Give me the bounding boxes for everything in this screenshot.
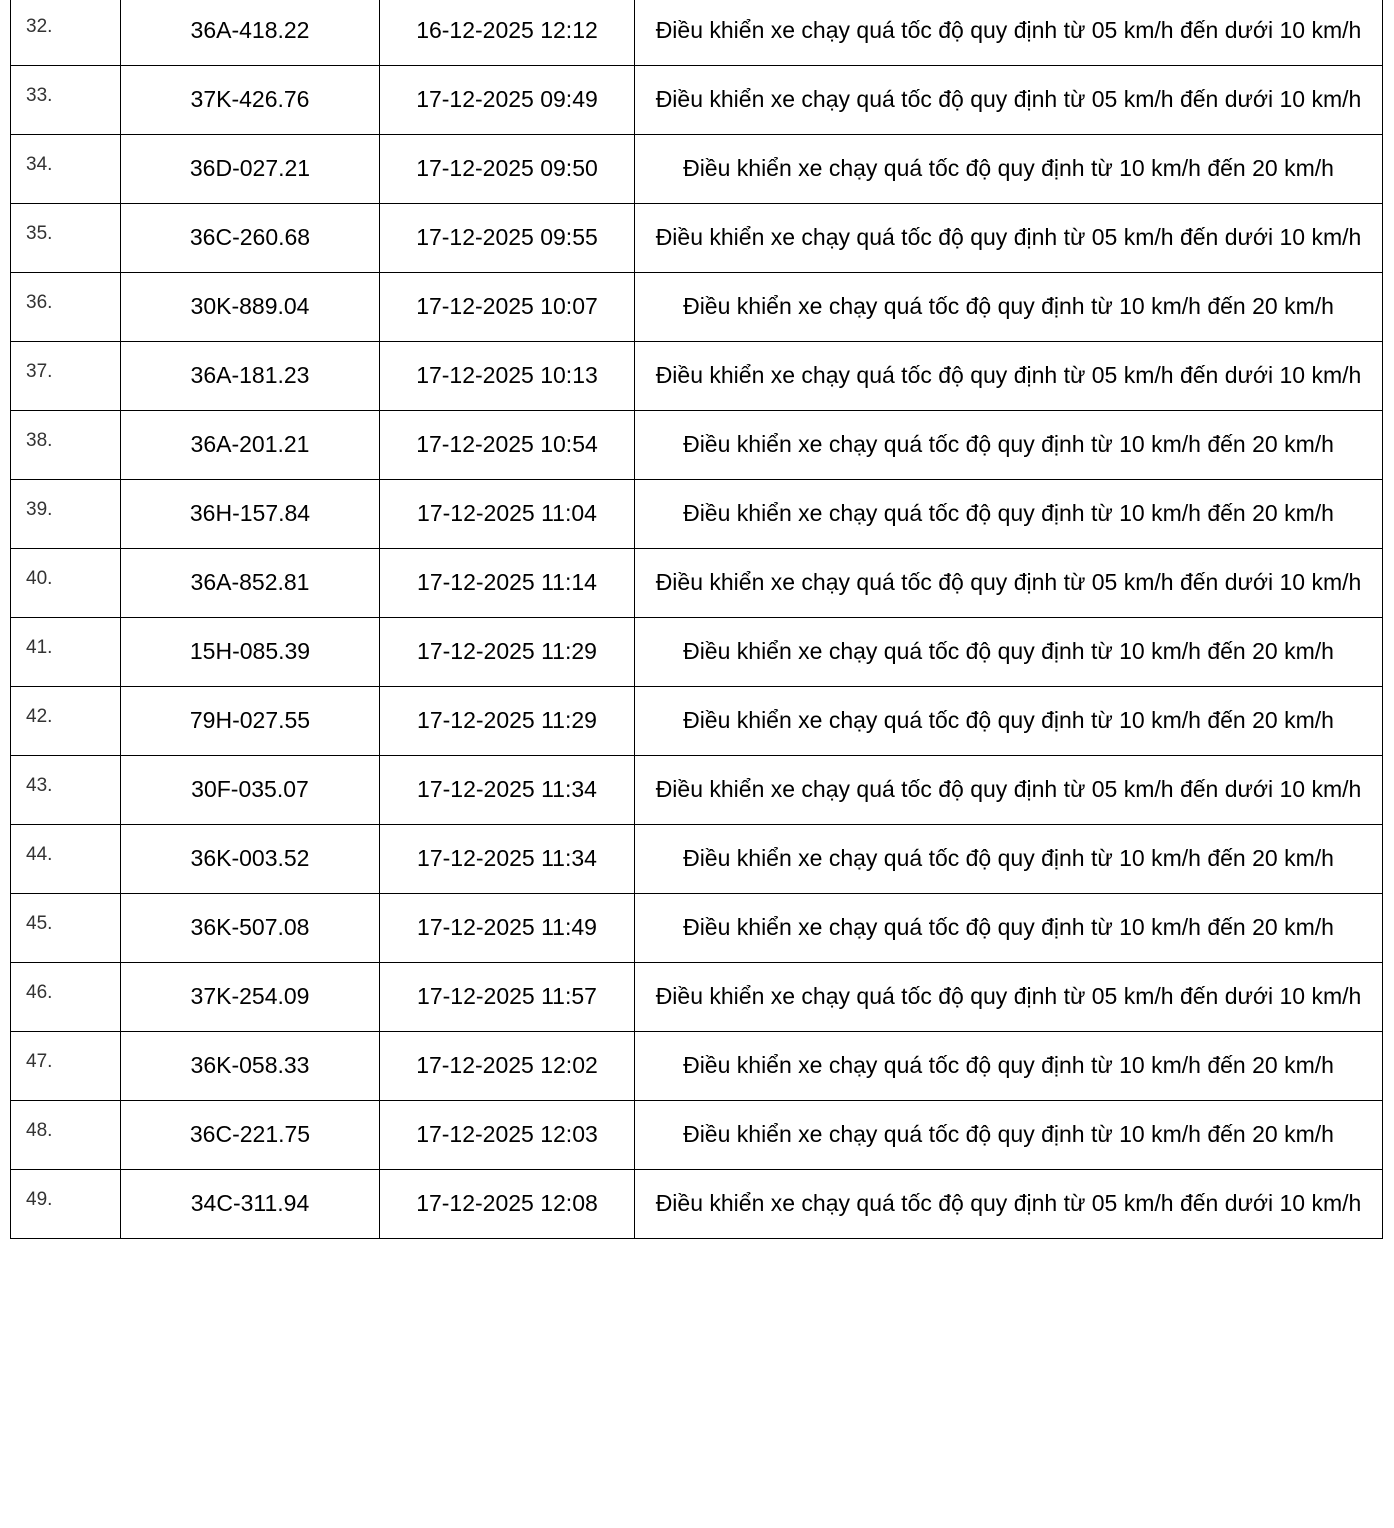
violation-description: Điều khiển xe chạy quá tốc độ quy định từ 10 km/h đến 20 km/h	[635, 894, 1383, 963]
table-row	[11, 1032, 1383, 1101]
license-plate: 37K-426.76	[121, 66, 380, 135]
row-number: 49.	[11, 1170, 121, 1239]
license-plate: 15H-085.39	[121, 618, 380, 687]
row-number: 37.	[11, 342, 121, 411]
violation-description: Điều khiển xe chạy quá tốc độ quy định từ 05 km/h đến dưới 10 km/h	[635, 342, 1383, 411]
table-row	[11, 549, 1383, 618]
violation-description: Điều khiển xe chạy quá tốc độ quy định từ 05 km/h đến dưới 10 km/h	[635, 1170, 1383, 1239]
violations-table-body	[11, 0, 1383, 1239]
license-plate: 36K-003.52	[121, 825, 380, 894]
violation-description: Điều khiển xe chạy quá tốc độ quy định từ 05 km/h đến dưới 10 km/h	[635, 66, 1383, 135]
table-row	[11, 273, 1383, 342]
row-number: 45.	[11, 894, 121, 963]
violation-time: 17-12-2025 09:50	[380, 135, 635, 204]
row-number: 44.	[11, 825, 121, 894]
violation-time: 17-12-2025 11:04	[380, 480, 635, 549]
license-plate: 36A-201.21	[121, 411, 380, 480]
table-row	[11, 756, 1383, 825]
license-plate: 30K-889.04	[121, 273, 380, 342]
row-number: 38.	[11, 411, 121, 480]
row-number: 40.	[11, 549, 121, 618]
violation-description: Điều khiển xe chạy quá tốc độ quy định từ 10 km/h đến 20 km/h	[635, 687, 1383, 756]
row-number: 47.	[11, 1032, 121, 1101]
violation-description: Điều khiển xe chạy quá tốc độ quy định từ 10 km/h đến 20 km/h	[635, 1032, 1383, 1101]
violation-description: Điều khiển xe chạy quá tốc độ quy định từ 05 km/h đến dưới 10 km/h	[635, 0, 1383, 66]
row-number: 43.	[11, 756, 121, 825]
violation-description: Điều khiển xe chạy quá tốc độ quy định từ 10 km/h đến 20 km/h	[635, 1101, 1383, 1170]
violation-time: 17-12-2025 10:54	[380, 411, 635, 480]
violation-time: 17-12-2025 10:13	[380, 342, 635, 411]
license-plate: 36A-418.22	[121, 0, 380, 66]
table-row	[11, 1101, 1383, 1170]
row-number: 33.	[11, 66, 121, 135]
violation-time: 17-12-2025 11:49	[380, 894, 635, 963]
violation-time: 17-12-2025 12:08	[380, 1170, 635, 1239]
violation-time: 17-12-2025 12:03	[380, 1101, 635, 1170]
license-plate: 34C-311.94	[121, 1170, 380, 1239]
license-plate: 36C-260.68	[121, 204, 380, 273]
license-plate: 36D-027.21	[121, 135, 380, 204]
violation-time: 16-12-2025 12:12	[380, 0, 635, 66]
row-number: 32.	[11, 0, 121, 66]
row-number: 36.	[11, 273, 121, 342]
violation-description: Điều khiển xe chạy quá tốc độ quy định từ 05 km/h đến dưới 10 km/h	[635, 549, 1383, 618]
violation-description: Điều khiển xe chạy quá tốc độ quy định từ 10 km/h đến 20 km/h	[635, 411, 1383, 480]
table-row	[11, 618, 1383, 687]
row-number: 34.	[11, 135, 121, 204]
row-number: 48.	[11, 1101, 121, 1170]
violation-description: Điều khiển xe chạy quá tốc độ quy định từ 05 km/h đến dưới 10 km/h	[635, 756, 1383, 825]
violation-description: Điều khiển xe chạy quá tốc độ quy định từ 05 km/h đến dưới 10 km/h	[635, 963, 1383, 1032]
table-row	[11, 480, 1383, 549]
license-plate: 36K-058.33	[121, 1032, 380, 1101]
violation-time: 17-12-2025 11:29	[380, 618, 635, 687]
violation-time: 17-12-2025 11:34	[380, 756, 635, 825]
violation-description: Điều khiển xe chạy quá tốc độ quy định từ 10 km/h đến 20 km/h	[635, 825, 1383, 894]
violation-time: 17-12-2025 11:57	[380, 963, 635, 1032]
row-number: 41.	[11, 618, 121, 687]
row-number: 42.	[11, 687, 121, 756]
violation-time: 17-12-2025 10:07	[380, 273, 635, 342]
violation-time: 17-12-2025 09:49	[380, 66, 635, 135]
table-row	[11, 411, 1383, 480]
table-row	[11, 135, 1383, 204]
license-plate: 79H-027.55	[121, 687, 380, 756]
violation-description: Điều khiển xe chạy quá tốc độ quy định từ 10 km/h đến 20 km/h	[635, 480, 1383, 549]
violation-time: 17-12-2025 11:29	[380, 687, 635, 756]
license-plate: 36C-221.75	[121, 1101, 380, 1170]
table-row	[11, 204, 1383, 273]
table-row	[11, 687, 1383, 756]
license-plate: 36H-157.84	[121, 480, 380, 549]
violation-time: 17-12-2025 11:14	[380, 549, 635, 618]
table-row	[11, 342, 1383, 411]
license-plate: 37K-254.09	[121, 963, 380, 1032]
violation-time: 17-12-2025 12:02	[380, 1032, 635, 1101]
violation-time: 17-12-2025 09:55	[380, 204, 635, 273]
row-number: 35.	[11, 204, 121, 273]
violation-description: Điều khiển xe chạy quá tốc độ quy định từ 10 km/h đến 20 km/h	[635, 273, 1383, 342]
violation-description: Điều khiển xe chạy quá tốc độ quy định từ 10 km/h đến 20 km/h	[635, 618, 1383, 687]
license-plate: 36K-507.08	[121, 894, 380, 963]
violation-time: 17-12-2025 11:34	[380, 825, 635, 894]
violation-description: Điều khiển xe chạy quá tốc độ quy định từ 05 km/h đến dưới 10 km/h	[635, 204, 1383, 273]
table-row	[11, 0, 1383, 66]
table-row	[11, 894, 1383, 963]
license-plate: 36A-852.81	[121, 549, 380, 618]
license-plate: 30F-035.07	[121, 756, 380, 825]
table-row	[11, 825, 1383, 894]
violations-table	[10, 0, 1383, 1239]
license-plate: 36A-181.23	[121, 342, 380, 411]
table-row	[11, 963, 1383, 1032]
row-number: 39.	[11, 480, 121, 549]
violation-description: Điều khiển xe chạy quá tốc độ quy định từ 10 km/h đến 20 km/h	[635, 135, 1383, 204]
row-number: 46.	[11, 963, 121, 1032]
table-row	[11, 1170, 1383, 1239]
table-row	[11, 66, 1383, 135]
